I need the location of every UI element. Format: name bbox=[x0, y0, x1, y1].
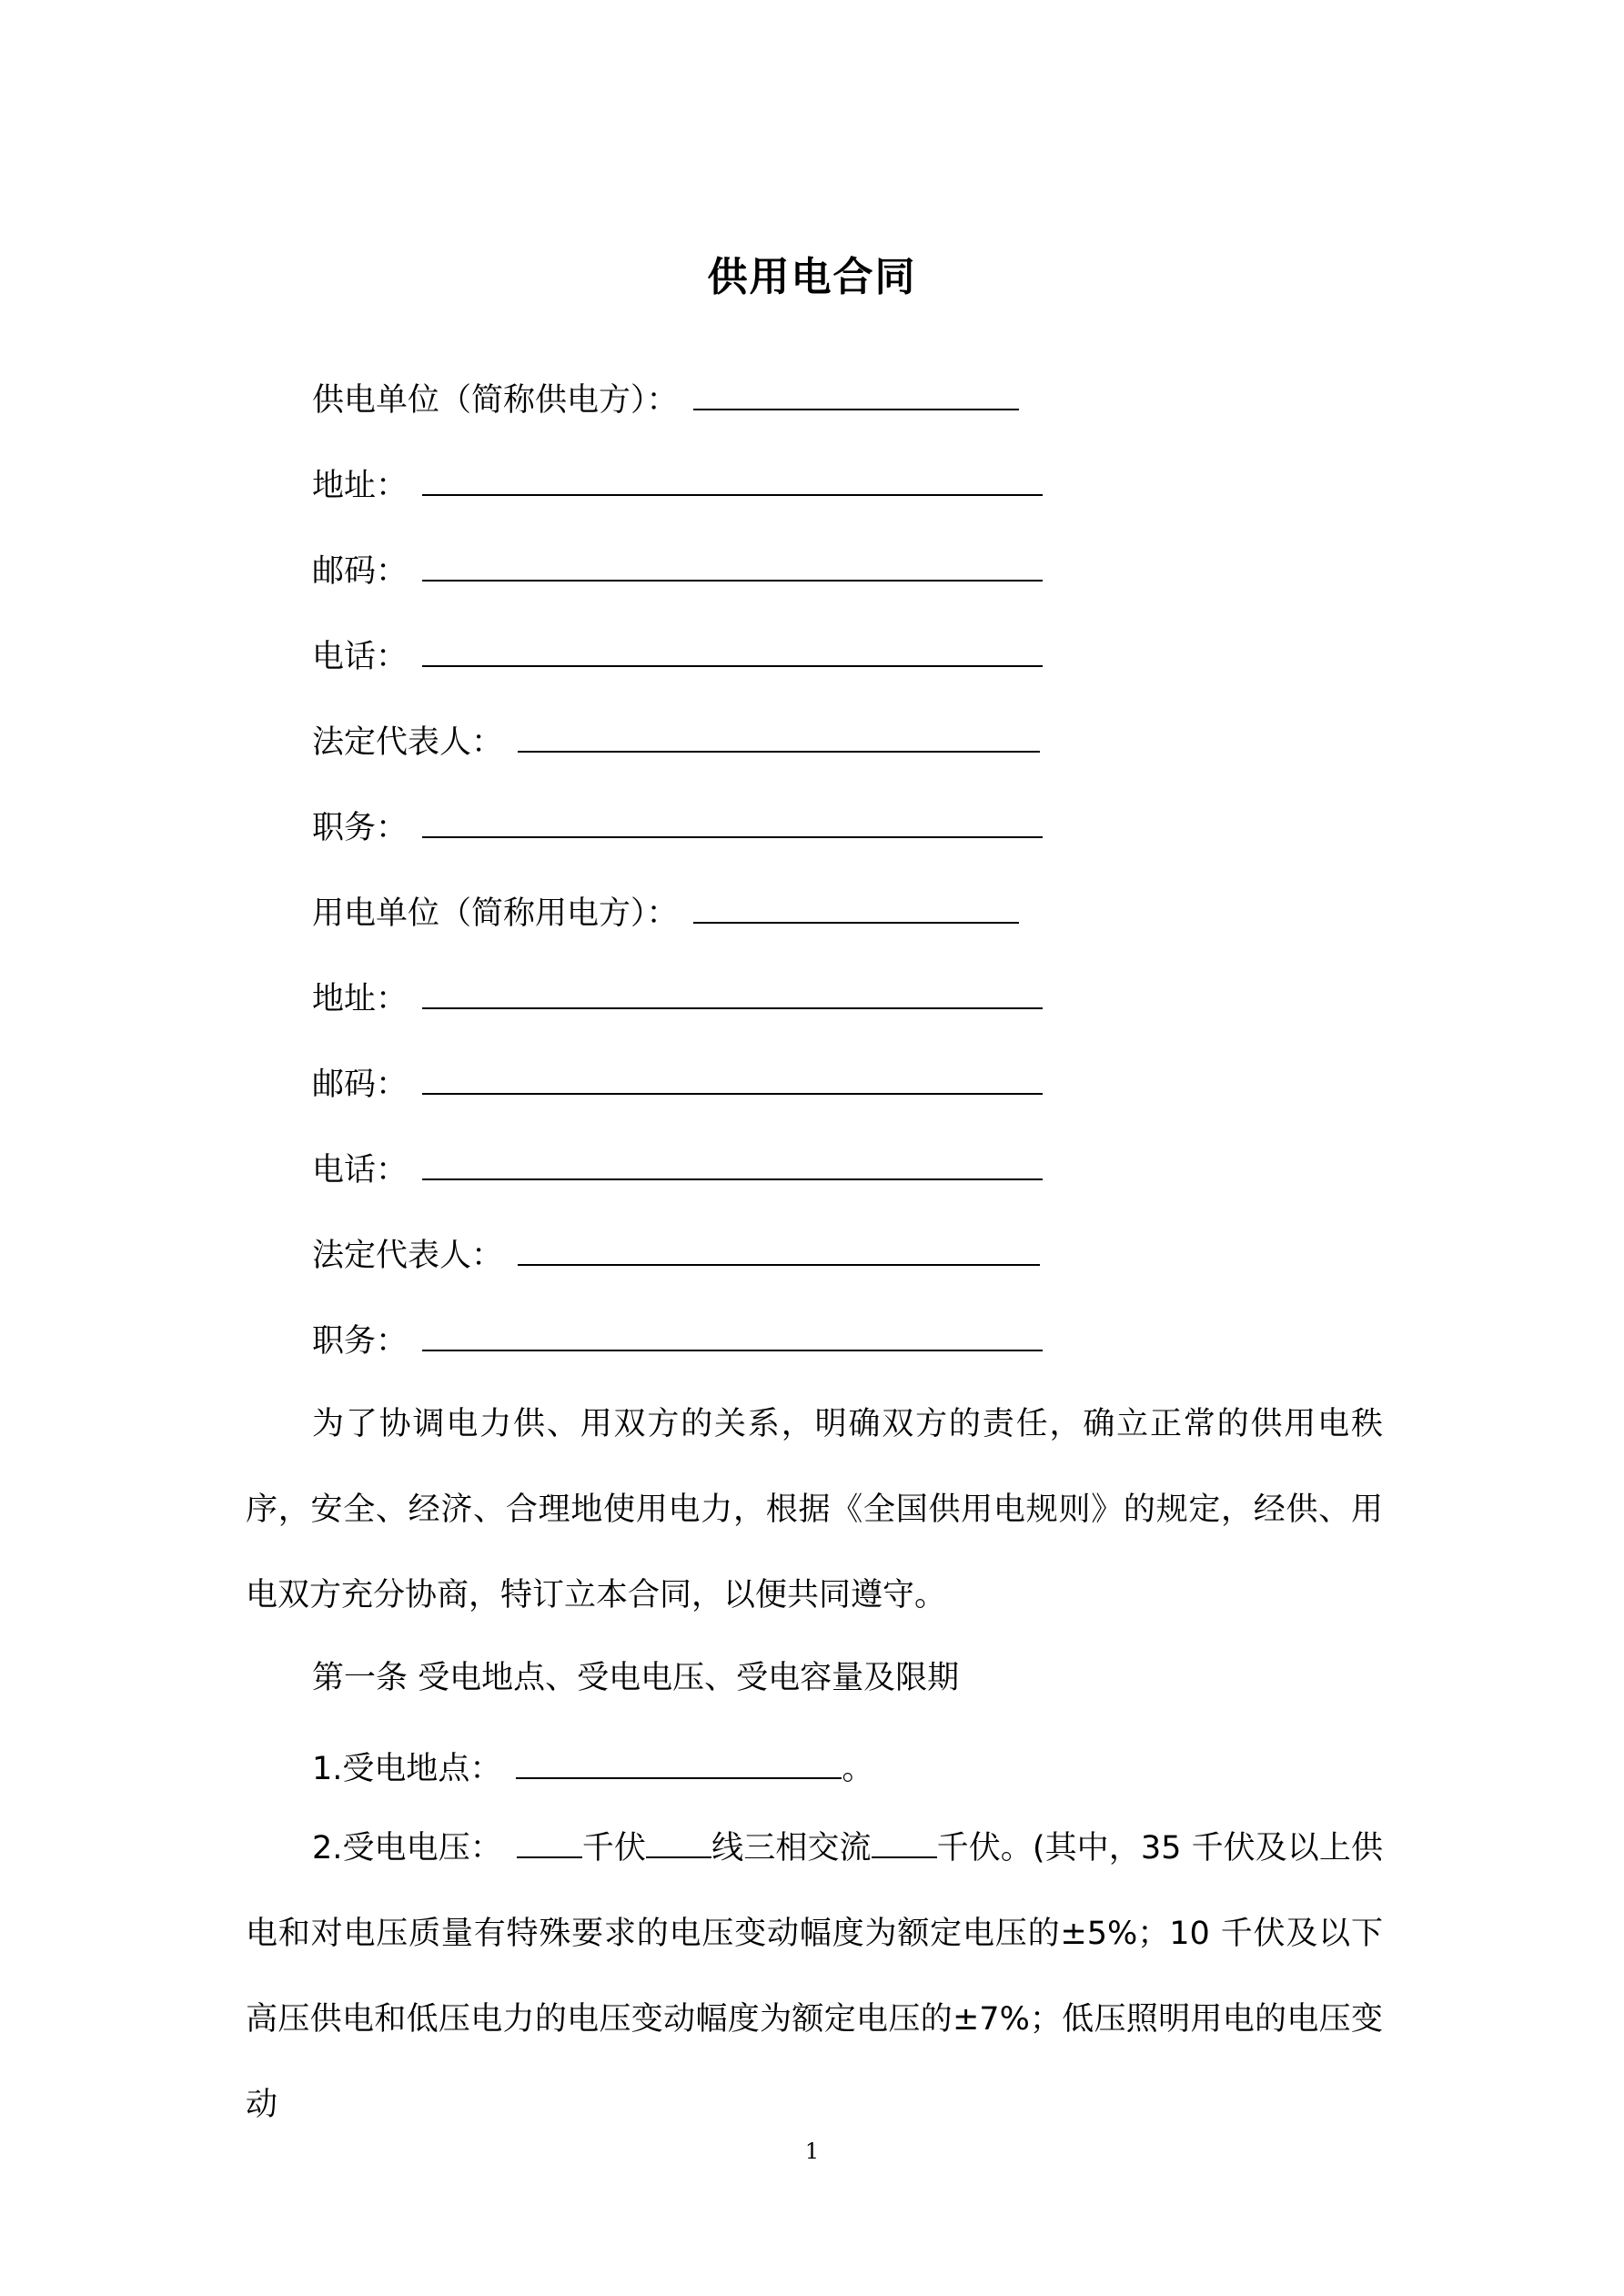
preamble-paragraph: 为了协调电力供、用双方的关系，明确双方的责任，确立正常的供用电秩序，安全、经济、合理地使用电力，根据《全国供用电规则》的规定，经供、用电双方充分协商，特订立本合同，以便共同遵守。 bbox=[246, 1406, 1383, 1613]
consumer-postcode-line bbox=[312, 1057, 1043, 1108]
consumer-legal-rep-label: 法定代表人： bbox=[312, 1238, 504, 1274]
supplier-unit-label: 供电单位（简称供电方）： bbox=[312, 382, 679, 419]
consumer-unit-field[interactable] bbox=[693, 885, 1019, 924]
consumer-address-line bbox=[312, 971, 1043, 1022]
supplier-phone-field[interactable] bbox=[422, 629, 1043, 667]
voltage-kv-field-1[interactable] bbox=[517, 1820, 582, 1858]
consumer-address-label: 地址： bbox=[312, 981, 409, 1017]
document-title: 供用电合同 bbox=[707, 254, 917, 300]
article1-item2-rest: (其中，35 千伏及以上供电和对电压质量有特殊要求的电压变动幅度为额定电压的±5%；10 千伏及以下高压供电和低压电力的电压变动幅度为额定电压的±7%；低压照明用电的电压变动 bbox=[246, 1830, 1383, 2123]
voltage-kv-field-2[interactable] bbox=[872, 1820, 937, 1858]
consumer-address-field[interactable] bbox=[422, 971, 1043, 1009]
consumer-phone-label: 电话： bbox=[312, 1152, 409, 1188]
supplier-legal-rep-label: 法定代表人： bbox=[312, 724, 504, 761]
consumer-legal-rep-field[interactable] bbox=[518, 1228, 1040, 1266]
article1-item1-end: 。 bbox=[842, 1751, 874, 1787]
supplier-legal-rep-field[interactable] bbox=[518, 714, 1040, 753]
article1-item2-unit2: 千伏。 bbox=[936, 1830, 1033, 1866]
consumer-postcode-label: 邮码： bbox=[312, 1067, 409, 1103]
consumer-position-field[interactable] bbox=[422, 1313, 1043, 1351]
consumer-unit-line bbox=[312, 885, 1019, 936]
consumer-legal-rep-line bbox=[312, 1228, 1040, 1279]
supplier-postcode-line bbox=[312, 543, 1043, 594]
receiving-location-field[interactable] bbox=[516, 1741, 842, 1779]
supplier-phone-label: 电话： bbox=[312, 639, 409, 675]
consumer-phone-line bbox=[312, 1142, 1043, 1193]
article1-item2-paragraph bbox=[246, 1805, 1383, 2148]
supplier-unit-field[interactable] bbox=[693, 372, 1019, 410]
consumer-position-label: 职务： bbox=[312, 1323, 409, 1360]
supplier-address-line bbox=[312, 458, 1043, 509]
article1-item1-label: 1.受电地点： bbox=[312, 1751, 502, 1787]
consumer-postcode-field[interactable] bbox=[422, 1057, 1043, 1095]
page-number: 1 bbox=[804, 2139, 820, 2164]
article1-item2-mid: 线三相交流 bbox=[711, 1830, 872, 1866]
article1-item2-unit1: 千伏 bbox=[581, 1830, 647, 1866]
article1-item2-prefix: 2.受电电压： bbox=[312, 1830, 502, 1866]
supplier-phone-line bbox=[312, 629, 1043, 680]
consumer-phone-field[interactable] bbox=[422, 1142, 1043, 1180]
line-count-field[interactable] bbox=[646, 1820, 711, 1858]
supplier-position-line bbox=[312, 800, 1043, 851]
supplier-unit-line bbox=[312, 372, 1019, 423]
supplier-postcode-field[interactable] bbox=[422, 543, 1043, 582]
supplier-position-label: 职务： bbox=[312, 810, 409, 846]
consumer-unit-label: 用电单位（简称用电方）： bbox=[312, 895, 679, 932]
article1-item1-line bbox=[312, 1741, 873, 1792]
supplier-address-field[interactable] bbox=[422, 458, 1043, 496]
supplier-legal-rep-line bbox=[312, 714, 1040, 765]
supplier-position-field[interactable] bbox=[422, 800, 1043, 838]
article1-heading: 第一条 受电地点、受电电压、受电容量及限期 bbox=[312, 1660, 960, 1696]
supplier-postcode-label: 邮码： bbox=[312, 553, 409, 590]
consumer-position-line bbox=[312, 1313, 1043, 1364]
supplier-address-label: 地址： bbox=[312, 468, 409, 504]
